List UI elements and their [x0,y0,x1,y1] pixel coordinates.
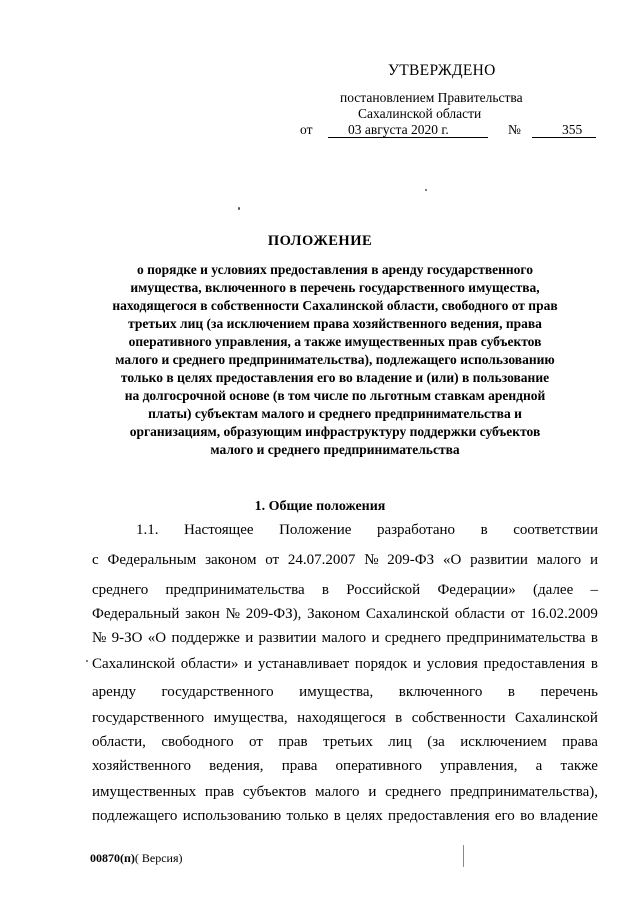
body-line: среднего предпринимательства в Российской Федерации» (далее – [92,582,598,598]
body-line: с Федеральным законом от 24.07.2007 № 209-ФЗ «О развитии малого и [92,552,598,568]
subtitle-line: о порядке и условиях предоставления в аренду государственного [137,262,533,277]
approval-date-number-line [300,122,600,140]
subtitle-line: имущества, включенного в перечень государственного имущества, [130,280,540,295]
approval-title: УТВЕРЖДЕНО [388,62,496,79]
approval-number: 355 [562,122,583,137]
scan-speck [238,207,240,210]
body-line: хозяйственного ведения, права оперативного управления, а также [92,758,598,774]
approval-date: 03 августа 2020 г. [348,122,449,137]
footer-code-text: 00870(п) [90,851,135,865]
body-line: области, свободного от прав третьих лиц (за исключением права [92,734,598,750]
scan-speck [86,660,88,662]
body-line: № 9-ЗО «О поддержке и развитии малого и среднего предпринимательства в [92,630,598,646]
subtitle-line: организациям, образующим инфраструктуру поддержки субъектов [129,424,541,439]
subtitle-line: находящегося в собственности Сахалинской области, свободного от прав [112,298,558,313]
scan-mark [463,845,464,867]
subtitle-line: третьих лиц (за исключением права хозяйственного ведения, права [128,316,542,331]
approval-line-1: постановлением Правительства [340,90,523,105]
body-line: имущественных прав субъектов малого и среднего предпринимательства), [92,784,598,800]
document-subtitle [100,261,570,459]
body-line: аренду государственного имущества, включенного в перечень [92,684,598,700]
subtitle-line: платы) субъектам малого и среднего предпринимательства и [148,406,522,421]
subtitle-line: малого и среднего предпринимательства [210,442,460,457]
footer-version: ( Версия) [134,851,183,865]
footer-code [90,851,183,866]
document-title: ПОЛОЖЕНИЕ [267,233,373,249]
subtitle-line: на долгосрочной основе (в том числе по льготным ставкам арендной [124,388,546,403]
subtitle-line: оперативного управления, а также имущественных прав субъектов [128,334,542,349]
subtitle-line: только в целях предоставления его во владение и (или) в пользование [120,370,550,385]
number-label: № [508,122,521,137]
approval-line-2: Сахалинской области [358,106,482,121]
body-line: подлежащего использованию только в целях предоставления его во владение [92,808,598,824]
section-title: 1. Общие положения [254,499,386,514]
from-label: от [300,122,313,137]
body-line: Федеральный закон № 209-ФЗ), Законом Сахалинской области от 16.02.2009 [92,606,598,622]
subtitle-line: малого и среднего предпринимательства), подлежащего использованию [115,352,555,367]
body-line: 1.1. Настоящее Положение разработано в соответствии [136,522,598,538]
body-line: государственного имущества, находящегося в собственности Сахалинской [92,710,598,726]
body-line: Сахалинской области» и устанавливает порядок и условия предоставления в [92,656,598,672]
scan-speck [425,189,427,191]
